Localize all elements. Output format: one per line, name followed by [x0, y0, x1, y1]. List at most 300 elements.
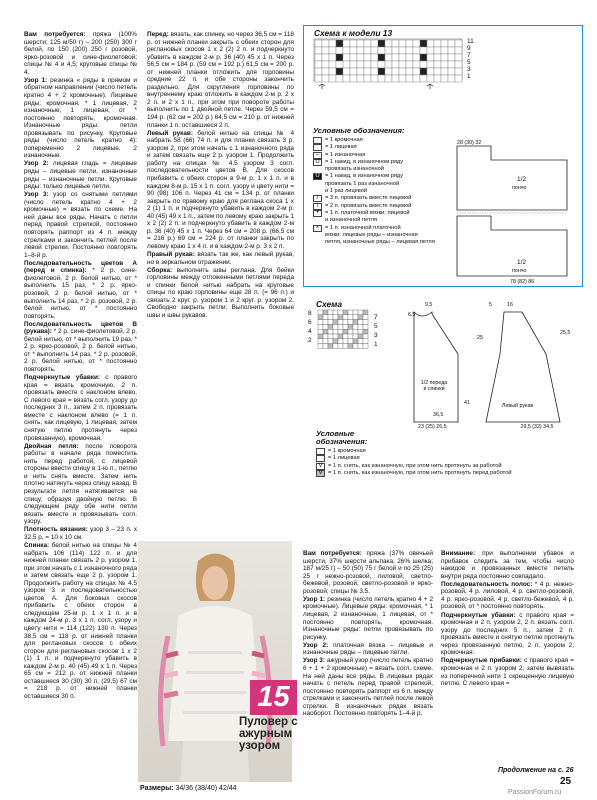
paragraph-heading: Вам потребуется:: [24, 31, 86, 38]
chart-cell: [448, 68, 455, 75]
row-number: 6: [308, 319, 312, 326]
scheme-cell: [333, 320, 338, 325]
legend-symbol-icon: [313, 137, 322, 144]
scheme-cell: [323, 324, 328, 329]
scheme-cell: [333, 339, 338, 344]
chart-cell: [455, 68, 462, 75]
chart-cell: [343, 54, 350, 61]
chart-cell: [399, 54, 406, 61]
chart-cell: [406, 68, 413, 75]
left-sleeve-label: Левый рукав: [502, 403, 534, 409]
text-column-1: [24, 31, 138, 700]
chart-cell: [364, 75, 371, 82]
chart-cell: [378, 75, 385, 82]
scheme-rows-left: [308, 309, 312, 345]
text-column-3: [303, 550, 433, 774]
col1-paragraph: [24, 321, 137, 374]
paragraph-heading: Узор 2:: [303, 641, 329, 649]
chart-cell: [350, 47, 357, 54]
paragraph-text: пряжа (100% шерсти; 125 м/50 г) – 200 (250) 300 г белой, по 150 (200) 250 г розовой, ярко-розовой и сине-фиолетовой; спицы № 4 и 4,5; круговые спицы № 4.: [24, 31, 137, 76]
scheme-grid: [318, 310, 370, 350]
scheme-cell: [328, 324, 333, 329]
col3-paragraph: [303, 642, 433, 657]
paragraph-text: белой нитью на спицы № 4 набрать 106 (114) 122 п. и для нижней планки связать 2 р. узором 1, при этом начать с 1 изнаночного ряда и затем связать еще 2 р. узором 1. Продолжить работу на спицах № 4,5 узором 3 и последовательностью цветов А. Для боковых скосов прибавить с обеих сторон в следующем 25-м р. 1 x 1 п. и в каждом 24-м р. 3 x 1 п. согл. узору и цвету нити = 114 (122) 130 п. Через 38,5 см = 118 р. от нижней планки для реглановых скосов с обеих сторон для реглановых скосов 1 x 2 (1) 1 п. и подчеркнуто убавить в каждом 2-м р. 40 (45) 49 x 1 п. Через 65 см = 212 р. от нижней планки оставшиеся 30 (30) 30 п. (29,5) 67 см = 218 р. от нижней планки оставшиеся 30 п.: [24, 541, 137, 700]
scheme-cell: [348, 310, 353, 315]
chart-cell: [322, 40, 329, 47]
legend-item: [316, 470, 586, 477]
scheme-cell: [333, 344, 338, 349]
row-number: 1: [374, 341, 378, 348]
paragraph-heading: Последовательность цветов В (рукава):: [24, 320, 137, 336]
scheme-cell: [348, 329, 353, 334]
paragraph-heading: Сборка:: [147, 266, 173, 274]
poncho-pattern: [449, 140, 579, 282]
chart-cell: [322, 47, 329, 54]
scheme-cell: [323, 334, 328, 339]
scheme-cell: [348, 315, 353, 320]
chart-cell: [392, 75, 399, 82]
legend-text: = 1 накид, в изнаночном ряду: [325, 173, 404, 180]
legend13-title: Условные обозначения:: [313, 126, 405, 135]
chart-cell: [413, 75, 420, 82]
scheme-cell: [328, 320, 333, 325]
chart-cell: [427, 47, 434, 54]
paragraph-text: при выполнении убавок и прибавок следить за тем, чтобы число накидов и провязанных вместе петель внутри ряда постоянно совпадало.: [441, 550, 574, 580]
paragraph-heading: Спинка:: [24, 541, 50, 549]
chart-cell: [399, 40, 406, 47]
legend-text: = 1 кромочная: [328, 448, 366, 454]
legend-item: [316, 448, 586, 455]
col1-paragraph: [24, 542, 137, 700]
paragraph-heading: Узор 1:: [24, 76, 48, 84]
chart-cell: [385, 61, 392, 68]
paragraph-text: * 4 р. нежно-розовой, 4 р. лиловой, 4 р. светло-розовой, 4 р. ярко-розовой, 4 р. светло-бежевой, 4 р. розовой, от * постоянно повторять.: [441, 580, 574, 611]
chart-cell: [350, 68, 357, 75]
legend-item: [313, 144, 447, 151]
paragraph-heading: Подчеркнутые прибавки:: [441, 657, 522, 665]
poncho-label-top: пончо: [512, 185, 527, 191]
chart-cell: [434, 40, 441, 47]
chart-cell: [322, 54, 329, 61]
scheme-cell: [338, 344, 343, 349]
scheme-cell: [328, 339, 333, 344]
dim-sleeve-width: 29,5 (32) 34,5: [520, 424, 554, 430]
dim-36-5: 36,5: [433, 412, 444, 418]
poncho-label-bottom: пончо: [512, 268, 527, 274]
chart-cell: [455, 75, 462, 82]
scheme-cell: [363, 320, 368, 325]
col3-paragraph: [303, 550, 433, 595]
chart-cell: [336, 68, 343, 75]
legend-symbol-icon: V: [316, 463, 325, 470]
col1-paragraph: [24, 77, 137, 160]
dim-9-5: 9,5: [425, 302, 433, 308]
scheme-cell: [328, 334, 333, 339]
chart-cell: [413, 47, 420, 54]
scheme-cell: [363, 334, 368, 339]
legend2-list: [316, 448, 586, 477]
chart-cell: [385, 54, 392, 61]
chart-cell: [322, 68, 329, 75]
scheme-cell: [338, 320, 343, 325]
col4-paragraph: [441, 581, 574, 611]
paragraph-text: с правого края = кромочная и 2 п. узором 2, затем вывязать из поперечной нити 1 скрещенную лицевую петлю. С левого края =: [441, 657, 574, 688]
chart-cell: [392, 47, 399, 54]
paragraph-text: резинка « ряды в прямом и обратном направлении (число петель кратно 4 + 2 кромочные). Лицевые ряды: кромочная, * 1 лицевая, 2 изнаночные, 1 лицевая, от * постоянно повторять, кромочная. Изнаночные ряды: петли провязывать по рисунку. Круговые ряды (число петель кратно 4): попеременно 2 лицевые, 2 изнаночные.: [24, 76, 137, 160]
paragraph-heading: Левый рукав:: [147, 129, 193, 137]
legend-symbol-icon: U: [313, 173, 322, 180]
paragraph-text: с правого края = вязать кромочную, 2 п. провязать вместе с наклоном влево. С левого края = вязать согл. узору до последних 3 п., затем 2 п. провязать вместе с наклоном влево (= 1 п. снять, как лицевую, 1 лицевая, затем снятую петлю протянуть через провязанную), кромочная.: [24, 374, 137, 442]
chart-cell: [378, 54, 385, 61]
legend-text: и 1 раз лицевой: [325, 188, 368, 195]
chart-cell: [322, 75, 329, 82]
row-number: 11: [467, 38, 474, 45]
legend-symbol-icon: –: [313, 152, 322, 159]
col2-paragraph: [147, 31, 294, 129]
paragraph-text: узор со снятыми петлями (число петель кратно 4 + 2 кромочные) = вязать по схеме. На ней даны все ряды. Начать с петли перед правой стрелкой, постоянно повторять раппорт из 4 п. между стрелками и закончить петлей после левой стрелки. Постоянно повторять 1–8-й р.: [24, 191, 137, 259]
scheme-cell: [338, 334, 343, 339]
chart-cell: [399, 68, 406, 75]
scheme-cell: [343, 329, 348, 334]
col4-paragraph: [441, 612, 574, 657]
chart-cell: [427, 54, 434, 61]
chart-cell: [420, 54, 427, 61]
chart-cell: [336, 75, 343, 82]
scheme-cell: [343, 334, 348, 339]
chart-cell: [357, 61, 364, 68]
chart-cell: [343, 61, 350, 68]
chart-cell: [371, 61, 378, 68]
chart-cell: [420, 75, 427, 82]
scheme-cell: [363, 324, 368, 329]
scheme-cell: [323, 329, 328, 334]
chart-cell: [364, 54, 371, 61]
legend-item: [316, 463, 586, 470]
row-number: 3: [467, 66, 471, 73]
legend-item: [313, 239, 447, 246]
scheme-cell: [353, 344, 358, 349]
scheme-cell: [343, 324, 348, 329]
chart-cell: [420, 40, 427, 47]
legend-text: провязать изнаночной: [325, 166, 384, 173]
chart-cell: [343, 68, 350, 75]
legend-text: = 1 изнаночная: [325, 151, 366, 158]
chart-cell: [385, 40, 392, 47]
paragraph-text: платочная вязка – лицевые и изнаночные ряды – лицевые петли.: [303, 641, 433, 657]
legend-symbol-icon: ×: [313, 225, 322, 232]
text-column-2: [147, 31, 294, 423]
row-number: 5: [374, 323, 378, 330]
scheme-cell: [348, 334, 353, 339]
scheme-cell: [363, 310, 368, 315]
col2-paragraph: [147, 251, 294, 266]
chart-cell: [364, 68, 371, 75]
chart-cell: [392, 61, 399, 68]
row-number: 7: [374, 314, 378, 321]
chart-cell: [329, 61, 336, 68]
scheme-cell: [318, 344, 323, 349]
legend-text: вязки: лицевые ряды – изнаночная: [325, 231, 418, 238]
legend-text: и изнаночной петля: [325, 217, 377, 224]
paragraph-heading: Двойная петля:: [24, 442, 79, 450]
scheme-cell: [353, 329, 358, 334]
chart-cell: [385, 68, 392, 75]
dim-6-5: 6,5: [408, 312, 416, 318]
legend-symbol-icon: U: [313, 159, 322, 166]
chart-cell: [406, 75, 413, 82]
chart-cell: [350, 75, 357, 82]
scheme-cell: [343, 344, 348, 349]
scheme-cell: [358, 310, 363, 315]
chart-cell: [350, 54, 357, 61]
chart-cell: [329, 54, 336, 61]
chart-cell: [420, 61, 427, 68]
scheme-cell: [363, 315, 368, 320]
chart-cell: [434, 75, 441, 82]
scheme-cell: [343, 320, 348, 325]
chart-cell: [406, 61, 413, 68]
col1-paragraph: [24, 443, 137, 526]
paragraph-heading: Узор 2:: [24, 160, 49, 168]
paragraph-heading: Плотность вязания:: [24, 526, 88, 534]
scheme-cell: [323, 344, 328, 349]
row-number: 8: [308, 310, 312, 317]
chart-cell: [343, 47, 350, 54]
scheme-cell: [328, 329, 333, 334]
legend2-title: Условные обозначения:: [316, 429, 368, 446]
chart-cell: [434, 61, 441, 68]
paragraph-text: * 2 р. сине-фиолетовой, 2 р. белой нитью, от * выполнить 19 раз, * 2 р. ярко-розовой, 2 р. белой нитью, от * выполнить 14 раз, * 2 р. розовой, 2 р. белой нитью, от * постоянно повторять.: [24, 328, 137, 374]
chart-cell: [378, 68, 385, 75]
legend-text: = 3 п. провязать вместе лицевой: [325, 195, 412, 202]
scheme-cell: [358, 315, 363, 320]
scheme-cell: [333, 324, 338, 329]
chart-cell: [329, 68, 336, 75]
chart-cell: [350, 61, 357, 68]
legend-item: [313, 195, 447, 202]
chart-cell: [357, 68, 364, 75]
chart-cell: [315, 54, 322, 61]
chart-cell: [336, 54, 343, 61]
paragraph-text: белой нитью на спицы № 4 набрать 58 (66) 74 п. и для планки связать 3 р. узором 2, при этом начать с 1 изнаночного ряда и затем связать еще 2 р. узором 1. Продолжить работу на спицах № 4,5 узором 3 согл. последовательности цветов В. Для скосов прибавить с обеих сторон в 9-м р. 1 x 1 п. и в каждом 8-м р. 15 x 1 п. согл. узору и цвету нити = 90 (98) 106 п. Через 41 см = 134 р. от планки закрыть по правому краю для реглана скоса 1 x 2 (1) 1 п. и подчеркнуто убавить в каждом 2-м р. 40 (45) 49 x 1 п., затем по левому краю закрыть 1 x 2 (2) 2 п. и подчеркнуто убавить в каждом 2-м р. 36 (40) 45 x 1 п. Через 64 см = 208 р. (66,5 см = 216 р.) 69 см = 224 р. от планки закрыть по левому краю 1 x 4 п. и в каждом 2-м р. 3 x 2 п.: [147, 129, 294, 250]
chart-cell: [441, 75, 448, 82]
chart-cell: [315, 68, 322, 75]
chart-cell: [371, 40, 378, 47]
scheme-cell: [358, 344, 363, 349]
legend-item: [313, 225, 447, 232]
col3-paragraph: [303, 657, 433, 717]
scheme-cell: [348, 344, 353, 349]
paragraph-text: резинка (число петель кратно 4 + 2 кромочные). Лицевые ряды: кромочная, * 1 лицевая, 2 изнаночные, 1 лицевая, от * постоянно повторять, кромочная. Изнаночные ряды: петли провязывать по рисунку.: [303, 595, 433, 641]
legend-text: = 2 п. провязать вместе лицевой: [325, 202, 412, 209]
scheme-cell: [338, 339, 343, 344]
scheme-cell: [318, 334, 323, 339]
chart13-grid: [314, 39, 464, 83]
legend-symbol-icon: [313, 144, 322, 151]
legend-text: = 1 лицевая: [328, 455, 360, 462]
paragraph-text: лицевая гладь = лицевые ряды – лицевые петли, изнаночные ряды – изнаночные петли. Круговые ряды: только лицевые петли.: [24, 160, 137, 191]
scheme-cell: [353, 324, 358, 329]
chart-cell: [364, 40, 371, 47]
dim-5: 5: [489, 302, 492, 308]
scheme-cell: [358, 334, 363, 339]
row-number: 1: [467, 73, 471, 80]
chart-cell: [315, 47, 322, 54]
chart-cell: [371, 47, 378, 54]
dim-23: 23 (25) 26,5: [418, 424, 447, 430]
paragraph-text: вязать, как спинку, но через 36,5 см = 118 р. от нижней планки закрыть с обеих сторон для реглановых скосов 1 x 2 (2) 2 п. и подчеркнуто убавить в каждом 2-м р. 36 (40) 45 x 1 п. Через 56,5 см = 184 р. (59 см = 192 р.) 61,5 см = 200 р. от нижней планки отложить для горловины средние 22 п. и обе стороны закончить раздельно. Для скругления горловины по внутреннему краю отложить в каждом 2-м р. 2 x 2 п. и 2 x 1 п., при этом при повороте работы выполнить по 1 двойной петле. Через 59,5 см = 194 р. (62 см = 202 р.) 64,5 см = 210 р. от нижней планки 1 п. оставшиеся 2 п.: [147, 31, 294, 129]
paragraph-text: выполнить швы реглана. Для бейки горловины между отложенными петлями переда и спинки белой нитью набрать на круговые спицы по краю горловины еще 28 п. (= 96 п.) и связать 2 круг. р. узором 1 и 2 круг. р. узором 2. Свободно закрыть петли. Выполнить боковые швы и швы рукавов.: [147, 266, 294, 320]
legend-item: [316, 455, 586, 462]
paragraph-heading: Внимание:: [441, 550, 476, 557]
chart-cell: [329, 75, 336, 82]
scheme-cell: [333, 310, 338, 315]
chart-cell: [336, 61, 343, 68]
sizes-line: [140, 785, 237, 792]
row-number: 7: [467, 52, 471, 59]
chart-cell: [455, 61, 462, 68]
chart-cell: [413, 40, 420, 47]
scheme-cell: [353, 315, 358, 320]
col2-paragraph: [147, 267, 294, 320]
legend-symbol-icon: \: [313, 203, 322, 210]
row-number: 5: [467, 59, 471, 66]
col1-paragraph: [24, 191, 137, 259]
chart-cell: [455, 40, 462, 47]
scheme-cell: [323, 320, 328, 325]
legend-symbol-icon: V: [316, 470, 325, 477]
legend-symbol-icon: [316, 448, 325, 455]
chart-cell: [315, 75, 322, 82]
scheme-cell: [338, 324, 343, 329]
chart-cell: [385, 47, 392, 54]
col1-paragraph: [24, 160, 137, 190]
row-number: 2: [308, 337, 312, 344]
chart-cell: [420, 47, 427, 54]
chart-cell: [455, 54, 462, 61]
legend-item: [313, 232, 447, 239]
paragraph-text: узор 3 – 23 п. x 32,5 р. = 10 x 10 см.: [24, 526, 137, 541]
model-number-badge: 15: [250, 680, 297, 715]
chart-cell: [427, 68, 434, 75]
chart-cell: [434, 47, 441, 54]
legend-text: = 1 п. платочной вязки: лицевой: [325, 209, 410, 216]
legend-text: провязать 1 раз изнаночной: [325, 180, 400, 187]
scheme-cell: [363, 344, 368, 349]
continued-note: Продолжение на с. 26: [498, 767, 574, 774]
scheme-cell: [338, 329, 343, 334]
paragraph-heading: Узор 1:: [303, 595, 326, 603]
chart-cell: [322, 61, 329, 68]
chart-cell: [329, 40, 336, 47]
col4-paragraph: [441, 550, 574, 580]
chart-cell: [392, 68, 399, 75]
legend-symbol-icon: •: [313, 210, 322, 217]
scheme-cell: [353, 320, 358, 325]
col2-paragraph: [147, 130, 294, 251]
paragraph-heading: Подчеркнутые убавки:: [441, 611, 516, 619]
chart-cell: [448, 75, 455, 82]
chart-cell: [336, 47, 343, 54]
chart-cell: [364, 47, 371, 54]
row-number: 3: [374, 332, 378, 339]
scheme-cell: [338, 315, 343, 320]
chart-cell: [399, 61, 406, 68]
chart-cell: [448, 47, 455, 54]
chart-cell: [392, 40, 399, 47]
scheme-cell: [358, 329, 363, 334]
chart-cell: [441, 40, 448, 47]
chart-cell: [315, 61, 322, 68]
chart-cell: [378, 47, 385, 54]
scheme-cell: [328, 344, 333, 349]
site-watermark: PassionForum.ru: [508, 789, 562, 796]
poncho-width-top: 28 (30) 32: [457, 140, 482, 146]
scheme-cell: [348, 339, 353, 344]
scheme-cell: [338, 310, 343, 315]
scheme-cell: [323, 339, 328, 344]
chart-cell: [343, 40, 350, 47]
scheme-cell: [333, 329, 338, 334]
chart-cell: [329, 47, 336, 54]
legend-item: [313, 137, 447, 144]
chart-cell: [427, 75, 434, 82]
scheme-cell: [318, 320, 323, 325]
dim-16: 16: [507, 302, 513, 308]
chart-cell: [406, 47, 413, 54]
legend-text: петля, изнаночные ряды – лицевая петля: [325, 239, 435, 246]
col1-paragraph: [24, 31, 137, 76]
paragraph-text: ажурный узор (число петель кратно 6 + 1 + 2 кромочные) = вязать согл. схеме. На ней даны все ряды. В лицевых рядах начать с петель перед правой стрелкой, постоянно повторять раппорт из 6 п. между стрелками и закончить петлей после левой стрелки. В изнаночных рядах вязать наоборот. Постоянно повторять 1–4-й р.: [303, 657, 433, 718]
chart-cell: [357, 54, 364, 61]
chart-cell: [399, 75, 406, 82]
scheme-title: Схема: [316, 299, 343, 309]
chart-cell: [371, 54, 378, 61]
chart-cell: [413, 54, 420, 61]
scheme-cell: [318, 315, 323, 320]
scheme-cell: [328, 310, 333, 315]
dim-41: 41: [464, 400, 470, 406]
legend-text: = 1 п. снять, как изнаночную, при этом нить протянуть перед работой: [328, 469, 512, 476]
row-number: 9: [467, 45, 471, 52]
scheme-cell: [343, 310, 348, 315]
chart-cell: [364, 61, 371, 68]
paragraph-text: после поворота работы в начале ряда поместить нить перед работой, с лицевой стороны ввести спицу в 1-ю п., петлю и нить снять вместе. Затем нить плотно натянуть через спицу назад. В результате петля натягивается на спицу, образуя двойную петлю. В следующем ряду обе нити петли вязать вместе и провязывать согл. узору.: [24, 442, 137, 526]
legend-item: [313, 166, 447, 173]
chart-cell: [434, 68, 441, 75]
paragraph-heading: Узор 3:: [303, 657, 325, 665]
scheme-cell: [333, 334, 338, 339]
col1-paragraph: [24, 374, 137, 442]
paragraph-text: пряжа (37% овечьей шерсти, 37% шерсти альпака, 26% шелка; 187 м/25 г) – 50 (50) 75 г белой и по 25 (25) 25 г нежно-розовой, лиловой, светло-бежевой, розовой, светло-розовой и ярко-розовой; спицы № 3,5.: [303, 550, 433, 595]
scheme-cell: [318, 324, 323, 329]
legend-text: = 1 п. изнаночной платочной: [325, 224, 401, 231]
chart13-row-numbers: [467, 38, 475, 80]
scheme-cell: [353, 339, 358, 344]
chart-cell: [350, 40, 357, 47]
scheme-cell: [323, 310, 328, 315]
scheme-cell: [353, 334, 358, 339]
chart-cell: [357, 75, 364, 82]
sizes-value: 34/36 (38/40) 42/44: [173, 785, 237, 792]
col1-paragraph: [24, 260, 137, 320]
model-title: Пуловер с ажурным узором: [239, 716, 298, 752]
chart-cell: [399, 47, 406, 54]
scheme-cell: [318, 339, 323, 344]
chart-cell: [448, 61, 455, 68]
chart-cell: [371, 75, 378, 82]
legend-item: [313, 203, 447, 210]
